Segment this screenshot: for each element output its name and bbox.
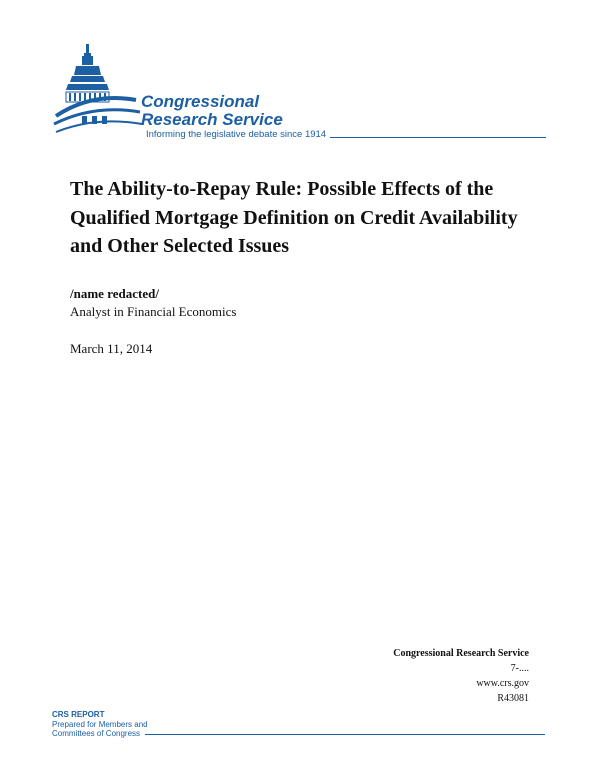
capitol-dome-icon xyxy=(52,42,148,142)
footer-rule xyxy=(145,734,545,735)
crs-report-label: CRS REPORT xyxy=(52,710,105,719)
org-tagline: Informing the legislative debate since 1914 xyxy=(146,129,330,140)
footer-phone: 7-.... xyxy=(510,663,529,674)
author-name: /name redacted/ xyxy=(70,286,159,301)
org-name-line1: Congressional xyxy=(141,92,260,111)
crs-report-block xyxy=(52,710,148,739)
crs-logo xyxy=(52,42,552,142)
org-name xyxy=(141,93,283,129)
author-role: Analyst in Financial Economics xyxy=(70,304,237,319)
org-name-line2: Research Service xyxy=(141,110,283,129)
report-number: R43081 xyxy=(497,693,529,704)
footer-contact xyxy=(393,646,529,706)
report-date: March 11, 2014 xyxy=(70,341,153,356)
report-title: The Ability-to-Repay Rule: Possible Effects of the Qualified Mortgage Definition on Credit Availability and Other Selected Issues xyxy=(70,178,518,257)
prepared-for-line2: Committees of Congress xyxy=(52,729,141,738)
footer-website: www.crs.gov xyxy=(476,678,529,689)
prepared-for-line1: Prepared for Members and xyxy=(52,719,148,729)
footer-org-name: Congressional Research Service xyxy=(393,648,529,659)
